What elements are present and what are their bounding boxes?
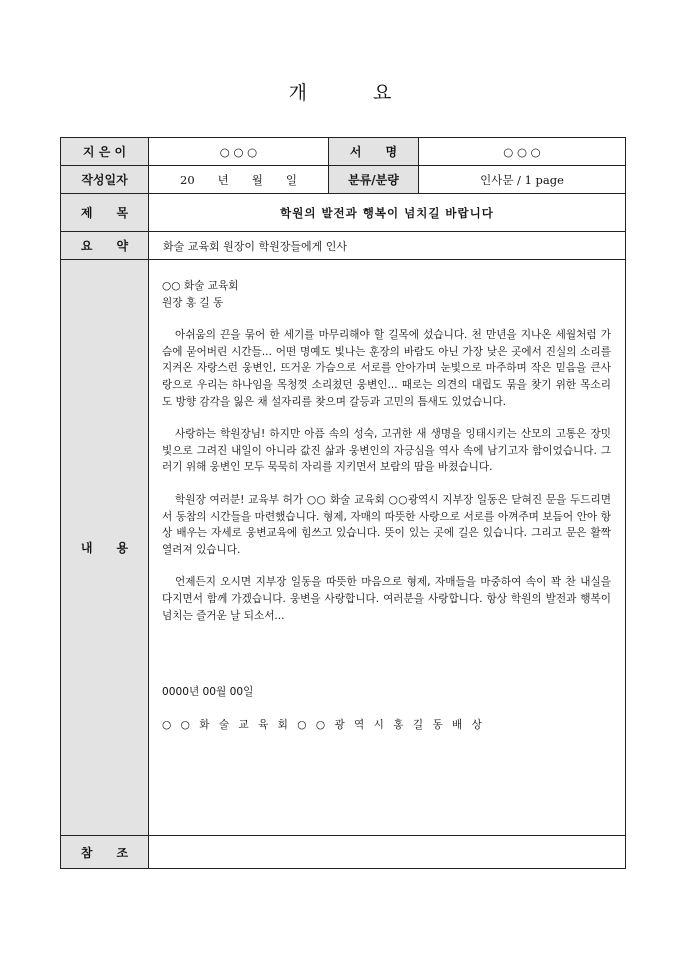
content-paragraph: 사랑하는 학원장님! 하지만 아픔 속의 성숙, 고귀한 새 생명을 잉태시키는 산모의 고통은 장밋빛으로 그려진 내일이 아니라 값진 삶과 웅변인의 자긍심을 역사 속에 남기고자 함이었습니다. 그러기 위해 웅변인 모두 묵묵히 자리를 지키면서 보람의 땀을 바쳤습니다.	[162, 428, 611, 474]
reference-row	[61, 836, 626, 869]
content-name-line: 원장 홍 길 동	[162, 296, 224, 309]
summary-row	[61, 232, 626, 260]
content-row	[61, 260, 626, 836]
content-paragraph: 아쉬움의 끈을 묶어 한 세기를 마무리해야 할 길목에 섰습니다. 천 만년을 지나온 세월처럼 가슴에 묻어버린 시간들... 어떤 명예도 빛나는 훈장의 바람도 아닌 가장 낮은 곳에서 진실의 소리를 지켜온 자랑스런 웅변인, 뜨거운 가슴으로 서로를 안아가며 눈빛으로 마주하며 작은 믿음을 큰사랑으로 우리는 하나임을 목청껏 소리쳤던 웅변인... 때로는 의견의 대립도 묶을 찾기 위한 목소리도 방향 감각을 잃은 채 설자리를 찾으며 갈등과 고민의 틈새도 있었습니다.	[162, 329, 611, 408]
reference-label: 참 조	[61, 836, 149, 869]
overview-form-table	[60, 137, 626, 869]
content-body	[149, 260, 626, 836]
author-value: ○ ○ ○	[149, 138, 329, 166]
content-signature-line: ○ ○ 화 술 교 육 회 ○ ○ 광 역 시 홍 길 동 배 상	[162, 718, 485, 731]
content-label: 내 용	[61, 260, 149, 836]
reference-value	[149, 836, 626, 869]
summary-value: 화술 교육회 원장이 학원장들에게 인사	[149, 232, 626, 260]
sign-label: 서 명	[329, 138, 419, 166]
content-paragraph: 학원장 여러분! 교육부 허가 ○○ 화술 교육회 ○○광역시 지부장 일동은 닫혀진 문을 두드리면서 동참의 시간들을 마련했습니다. 형제, 자매의 따뜻한 사랑으로 서로를 아껴주며 보듬어 안아 항상 배우는 자세로 웅변교육에 힘쓰고 있습니다. 뜻이 있는 곳에 길은 있습니다. 그리고 문은 활짝 열려져 있습니다.	[162, 493, 611, 556]
category-label: 분류/분량	[329, 166, 419, 194]
content-date-line: 0000년 00월 00일	[162, 686, 254, 699]
author-label: 지 은 이	[61, 138, 149, 166]
subject-row	[61, 194, 626, 232]
subject-label: 제 목	[61, 194, 149, 232]
summary-label: 요 약	[61, 232, 149, 260]
category-value: 인사문 / 1 page	[419, 166, 626, 194]
subject-value: 학원의 발전과 행복이 넘치길 바랍니다	[149, 194, 626, 232]
content-paragraph: 언제든지 오시면 지부장 일동을 따뜻한 마음으로 형제, 자매들을 마중하여 속이 꽉 찬 내실을 다지면서 함께 가겠습니다. 웅변을 사랑합니다. 여러분을 사랑합니다. 항상 학원의 발전과 행복이 넘치는 즐거운 날 되소서...	[162, 576, 611, 622]
sign-value: ○ ○ ○	[419, 138, 626, 166]
author-row	[61, 138, 626, 166]
date-value: 20 년 월 일	[149, 166, 329, 194]
date-label: 작성일자	[61, 166, 149, 194]
date-row	[61, 166, 626, 194]
page-title: 개 요	[288, 82, 422, 104]
content-org-line: ○○ 화술 교육회	[162, 280, 239, 292]
